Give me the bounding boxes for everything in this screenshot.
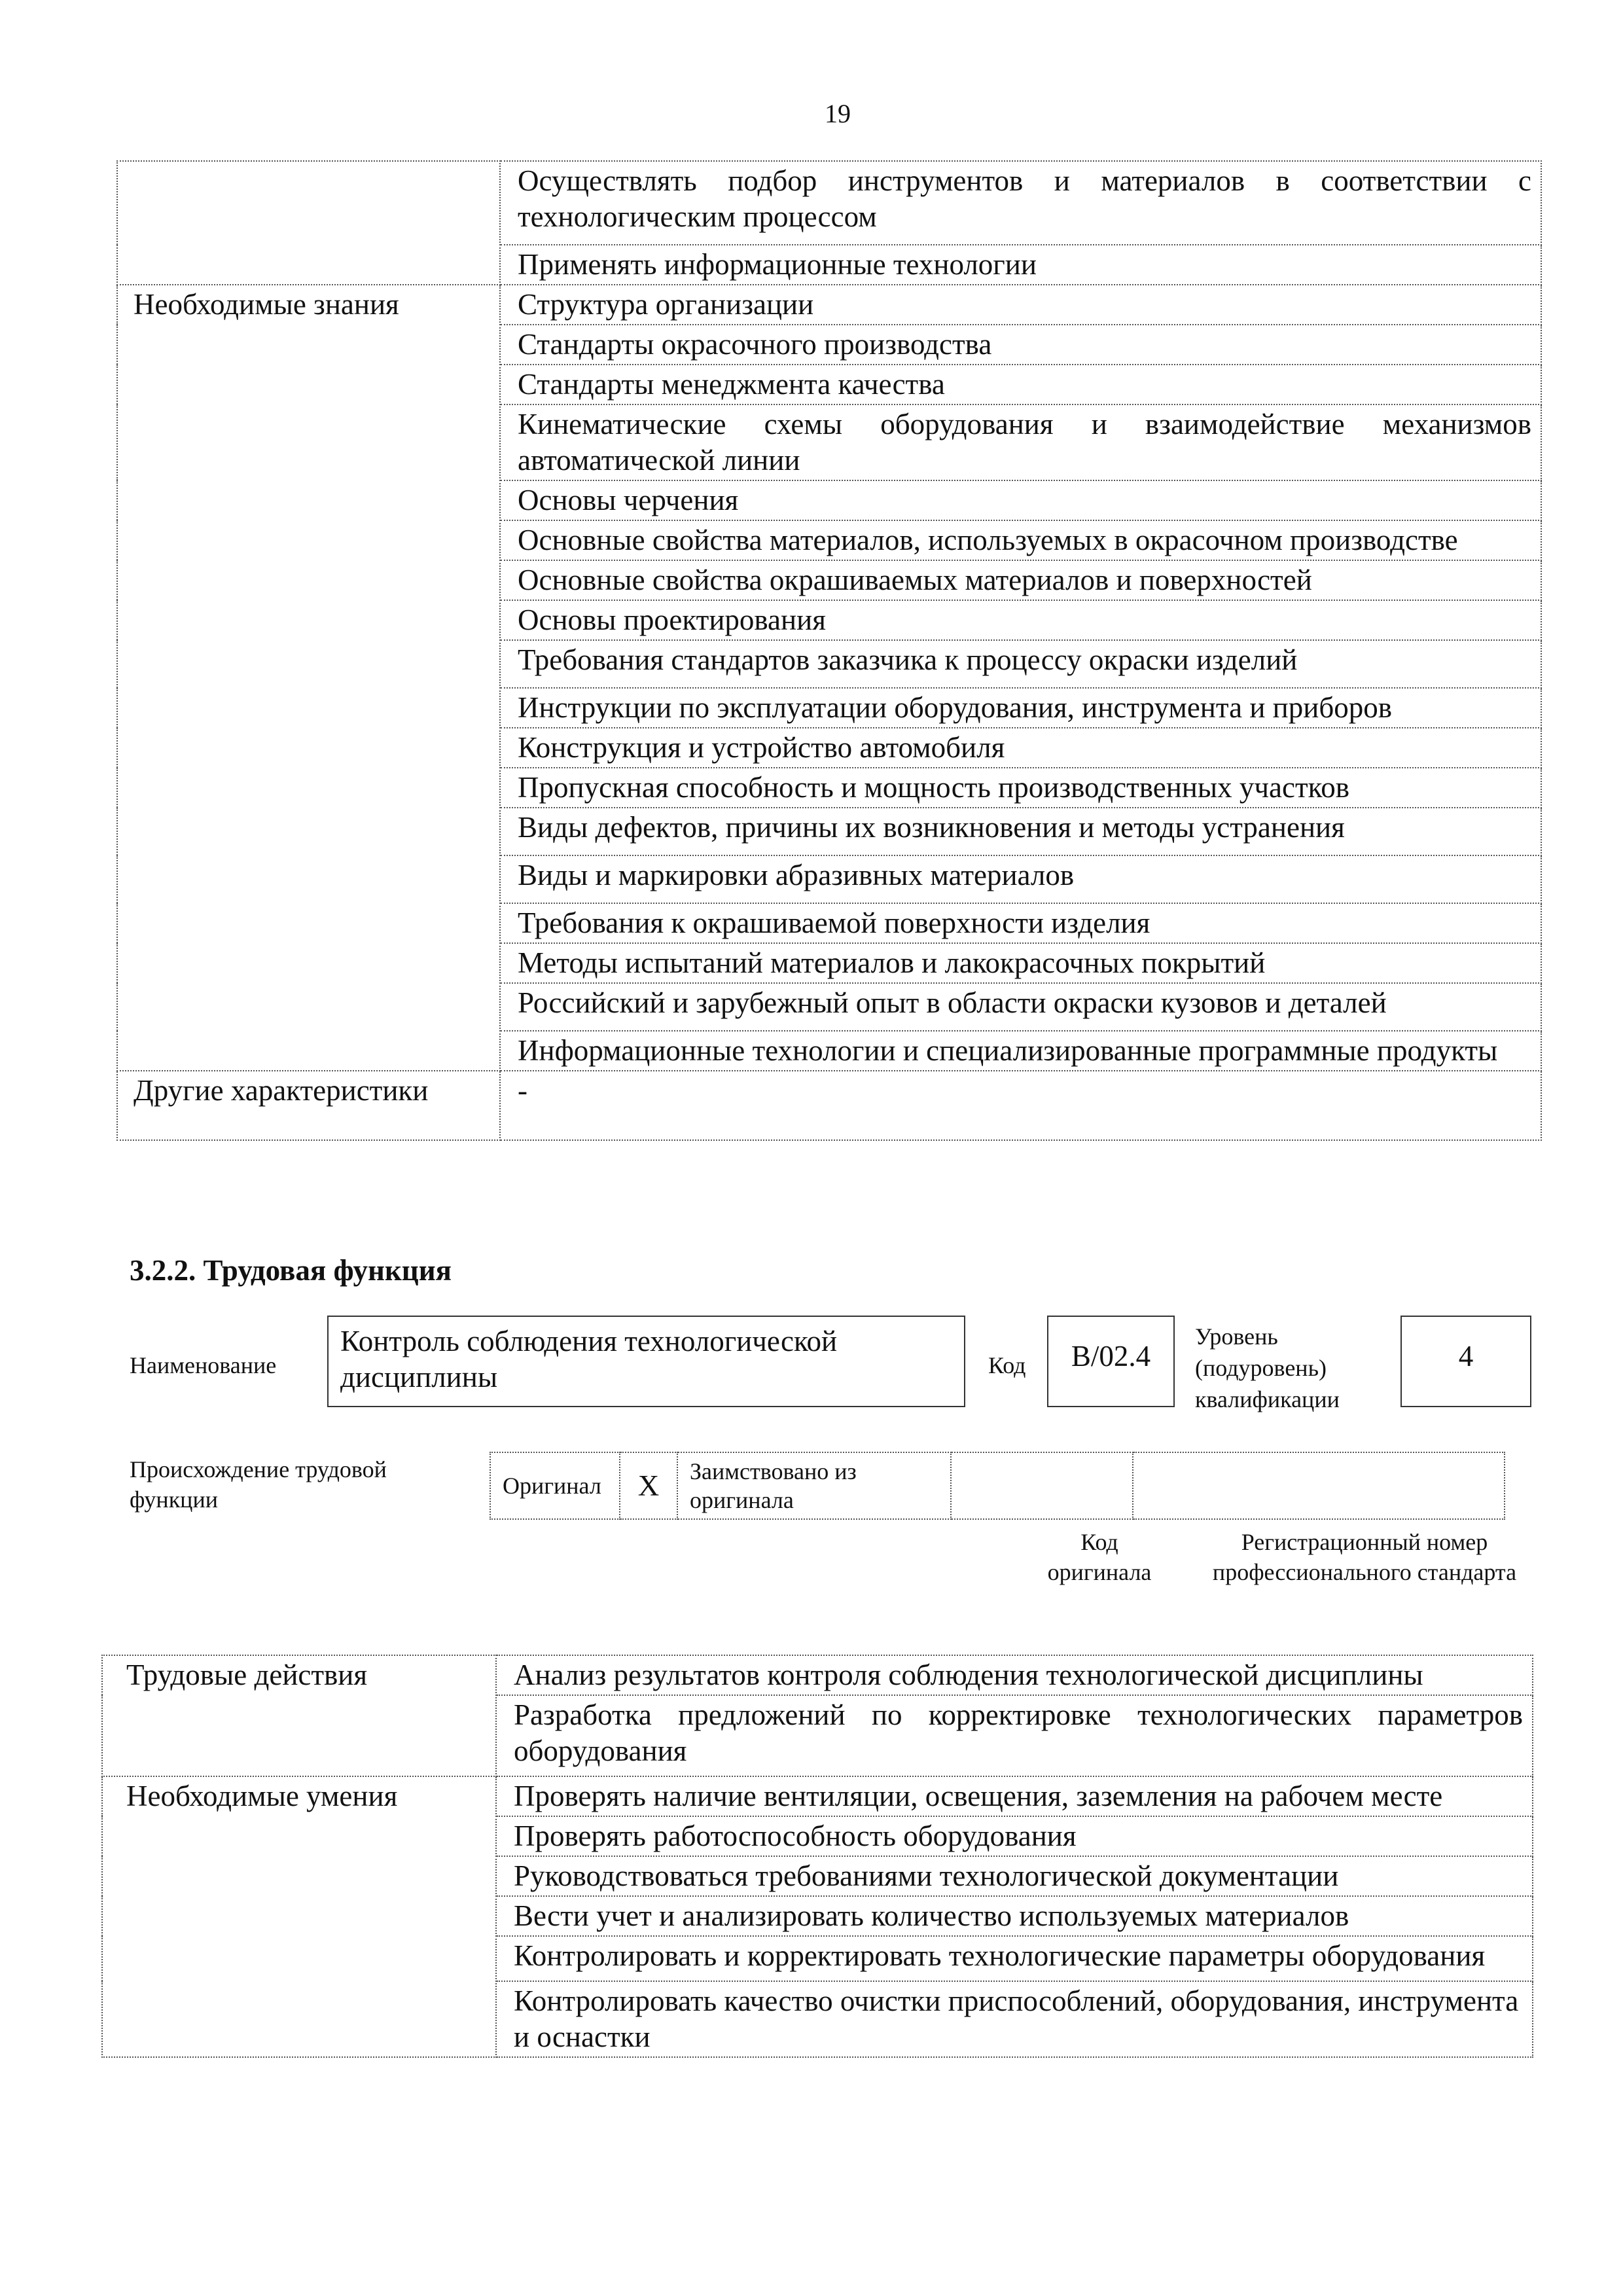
table-row: Основы черчения <box>500 480 1541 520</box>
table-row: Информационные технологии и специализированные программные продукты <box>500 1031 1541 1071</box>
actions-skills-table <box>101 1655 1533 2058</box>
function-name-box: Контроль соблюдения технологической дисциплины <box>327 1316 965 1407</box>
section-heading: 3.2.2. Трудовая функция <box>130 1254 452 1287</box>
code-label: Код <box>988 1352 1026 1378</box>
table-row: Руководствоваться требованиями технологической документации <box>496 1856 1533 1896</box>
knowledge-label: Необходимые знания <box>117 285 500 1071</box>
table-row: Стандарты менеджмента качества <box>500 365 1541 404</box>
table-row: Проверять работоспособность оборудования <box>496 1816 1533 1856</box>
origin-table <box>490 1452 1505 1520</box>
original-code-cell <box>951 1452 1133 1519</box>
other-characteristics-value: - <box>500 1071 1541 1140</box>
code-box: B/02.4 <box>1047 1316 1175 1407</box>
other-characteristics-label: Другие характеристики <box>117 1071 500 1140</box>
table-row: Анализ результатов контроля соблюдения технологической дисциплины <box>496 1655 1533 1695</box>
original-mark: X <box>620 1452 677 1519</box>
table-row: Применять информационные технологии <box>500 245 1541 285</box>
table-row: Виды дефектов, причины их возникновения и методы устранения <box>500 808 1541 855</box>
table-row: Осуществлять подбор инструментов и материалов в соответствии с технологическим процессом <box>500 161 1541 245</box>
table-row: Российский и зарубежный опыт в области окраски кузовов и деталей <box>500 983 1541 1031</box>
name-label: Наименование <box>130 1352 277 1378</box>
table-row: Основные свойства окрашиваемых материалов и поверхностей <box>500 560 1541 600</box>
table-row: Требования стандартов заказчика к процессу окраски изделий <box>500 640 1541 688</box>
level-box: 4 <box>1400 1316 1531 1407</box>
reg-number-caption: Регистрационный номер профессионального стандарта <box>1212 1529 1517 1585</box>
table-row: Кинематические схемы оборудования и взаимодействие механизмов автоматической линии <box>500 404 1541 480</box>
table-row: Пропускная способность и мощность производственных участков <box>500 768 1541 808</box>
original-code-caption: Код оригинала <box>1047 1529 1152 1585</box>
table-row: Контролировать качество очистки приспособлений, оборудования, инструмента и оснастки <box>496 1981 1533 2057</box>
table-row: Стандарты окрасочного производства <box>500 325 1541 365</box>
original-label: Оригинал <box>490 1452 620 1519</box>
skills-knowledge-table <box>116 160 1542 1141</box>
table-row: Инструкции по эксплуатации оборудования, инструмента и приборов <box>500 688 1541 728</box>
borrowed-label: Заимствовано из оригинала <box>677 1452 951 1519</box>
table-row: Проверять наличие вентиляции, освещения, заземления на рабочем месте <box>496 1776 1533 1816</box>
reg-number-cell <box>1133 1452 1505 1519</box>
table-row: Конструкция и устройство автомобиля <box>500 728 1541 768</box>
table-row: Методы испытаний материалов и лакокрасочных покрытий <box>500 943 1541 983</box>
table-row: Основные свойства материалов, используемых в окрасочном производстве <box>500 520 1541 560</box>
table-row: Требования к окрашиваемой поверхности изделия <box>500 903 1541 943</box>
table-row: Разработка предложений по корректировке технологических параметров оборудования <box>496 1695 1533 1776</box>
table-row: Контролировать и корректировать технологические параметры оборудования <box>496 1936 1533 1981</box>
table-row: Виды и маркировки абразивных материалов <box>500 855 1541 903</box>
page-number: 19 <box>825 99 851 128</box>
table-row: Структура организации <box>500 285 1541 325</box>
skills-label: Необходимые умения <box>102 1776 496 2057</box>
table-row: Основы проектирования <box>500 600 1541 640</box>
empty-label-cell <box>117 161 500 285</box>
table-row: Вести учет и анализировать количество используемых материалов <box>496 1896 1533 1936</box>
origin-label: Происхождение трудовой функции <box>130 1456 387 1513</box>
actions-label: Трудовые действия <box>102 1655 496 1776</box>
level-label: Уровень (подуровень) квалификации <box>1195 1323 1340 1412</box>
